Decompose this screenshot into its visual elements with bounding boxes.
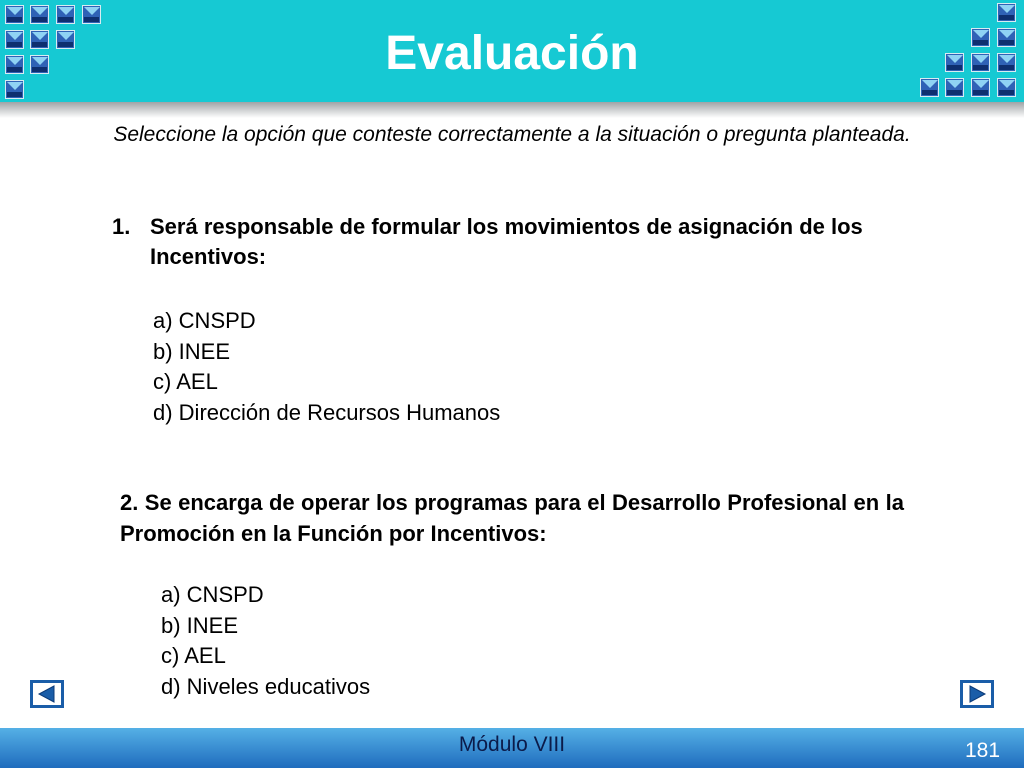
previous-slide-button[interactable] (30, 680, 64, 708)
next-arrow-icon (963, 683, 991, 705)
question-1-options (153, 306, 500, 428)
page-number: 181 (964, 739, 1001, 762)
footer-module-label: Módulo VIII (458, 733, 566, 756)
slide-title: Evaluación (385, 27, 639, 80)
option-item: b) INEE (161, 612, 239, 638)
question-1-number: 1. (112, 214, 131, 239)
option-item: b) INEE (153, 338, 231, 364)
option-item: d) Dirección de Recursos Humanos (153, 399, 501, 425)
option-item: c) AEL (161, 643, 226, 668)
previous-arrow-icon (33, 683, 61, 705)
next-slide-button[interactable] (960, 680, 994, 708)
option-item: c) AEL (153, 369, 218, 394)
instruction-text: Seleccione la opción que conteste correctamente a la situación o pregunta planteada. (113, 123, 911, 146)
option-item: a) CNSPD (153, 308, 256, 333)
question-1-text: Será responsable de formular los movimientos de asignación de los Incentivos: (150, 214, 863, 269)
question-1 (112, 212, 912, 272)
option-item: a) CNSPD (161, 582, 264, 607)
question-2-options (161, 580, 370, 702)
title-bar-shadow (0, 102, 1024, 118)
option-item: d) Niveles educativos (161, 673, 371, 699)
question-2-text: 2. Se encarga de operar los programas para el Desarrollo Profesional en la Promoción en la Función por Incentivos: (120, 490, 904, 546)
